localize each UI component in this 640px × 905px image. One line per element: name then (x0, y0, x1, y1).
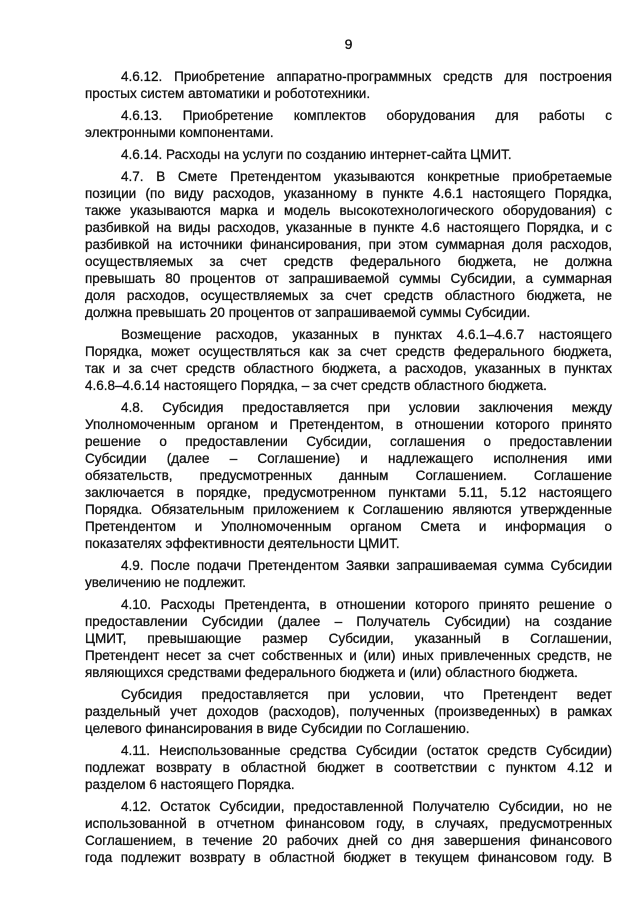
text-line: Субсидии (далее – Соглашение) и надлежащего исполнения ими (85, 451, 612, 466)
clause-4-10 (85, 596, 612, 681)
text-line: осуществляемых за счет средств федерального бюджета, не должна (85, 254, 612, 269)
text-line: Претендент несет за счет собственных и (или) иных привлеченных средств, не (85, 648, 612, 663)
text-line: Соглашением, в течение 20 рабочих дней со дня завершения финансового (85, 833, 612, 848)
text-line: также указываются марка и модель высокотехнологического оборудования) с (85, 203, 612, 218)
text-line: решение о предоставлении Субсидии, соглашения о предоставлении (85, 434, 612, 449)
text-line: превышать 80 процентов от запрашиваемой суммы Субсидии, а суммарная (85, 271, 612, 286)
text-line: 4.8. Субсидия предоставляется при условии заключения между (121, 400, 612, 415)
text-line: 4.9. После подачи Претендентом Заявки запрашиваемая сумма Субсидии (121, 558, 612, 573)
text-line: 4.7. В Смете Претендентом указываются конкретные приобретаемые (121, 169, 612, 184)
text-line: являющихся средствами федерального бюджета и (или) областного бюджета. (85, 665, 578, 680)
text-line: Порядка. Обязательным приложением к Соглашению являются утвержденные (85, 502, 612, 517)
text-line: Субсидия предоставляется при условии, что Претендент ведет (121, 687, 612, 702)
text-line: обязательств, предусмотренных данным Соглашением. Соглашение (85, 468, 612, 483)
clause-4-8 (85, 399, 612, 552)
text-line: ЦМИТ, превышающие размер Субсидии, указанный в Соглашении, (85, 631, 612, 646)
clause-4-6-12 (85, 68, 612, 102)
clause-4-11 (85, 742, 612, 793)
text-line: разделом 6 настоящего Порядка. (85, 777, 295, 792)
text-line: подлежат возврату в областной бюджет в соответствии с пунктом 4.12 и (85, 760, 612, 775)
clause-4-6-13 (85, 107, 612, 141)
text-line: раздельный учет доходов (расходов), полученных (произведенных) в рамках (85, 704, 612, 719)
clause-4-10-separate-accounting (85, 686, 612, 737)
text-line: 4.11. Неиспользованные средства Субсидии (остаток средств Субсидии) (121, 743, 612, 758)
clause-4-6-14 (85, 146, 612, 163)
text-line: целевого финансирования в виде Субсидии по Соглашению. (85, 721, 470, 736)
text-line: 4.6.14. Расходы на услуги по созданию интернет-сайта ЦМИТ. (121, 147, 512, 162)
document-body (85, 68, 612, 871)
text-line: Возмещение расходов, указанных в пунктах 4.6.1–4.6.7 настоящего (121, 327, 612, 342)
text-line: заключается в порядке, предусмотренном пунктами 5.11, 5.12 настоящего (85, 485, 612, 500)
text-line: 4.6.8–4.6.14 настоящего Порядка, – за счет средств областного бюджета. (85, 378, 547, 393)
text-line: 4.6.12. Приобретение аппаратно-программных средств для построения (121, 69, 612, 84)
text-line: так и за счет средств областного бюджета, а расходов, указанных в пунктах (85, 361, 612, 376)
text-line: доля расходов, осуществляемых за счет средств областного бюджета, не (85, 288, 612, 303)
text-line: Претендентом и Уполномоченным органом Смета и информация о (85, 519, 612, 534)
text-line: позиции (по виду расходов, указанному в пункте 4.6.1 настоящего Порядка, (85, 186, 612, 201)
text-line: показателях эффективности деятельности ЦМИТ. (85, 536, 400, 551)
text-line: 4.10. Расходы Претендента, в отношении которого принято решение о (121, 597, 612, 612)
text-line: года подлежит возврату в областной бюджет в текущем финансовом году. В (85, 850, 612, 865)
clause-4-12 (85, 798, 612, 866)
text-line: Порядка, может осуществляться как за счет средств федерального бюджета, (85, 344, 612, 359)
text-line: Уполномоченным органом и Претендентом, в отношении которого принято (85, 417, 612, 432)
text-line: простых систем автоматики и робототехники. (85, 86, 371, 101)
text-line: должна превышать 20 процентов от запрашиваемой суммы Субсидии. (85, 305, 531, 320)
text-line: 4.6.13. Приобретение комплектов оборудования для работы с (121, 108, 612, 123)
page-number: 9 (344, 36, 353, 52)
clause-4-7-reimbursement (85, 326, 612, 394)
text-line: 4.12. Остаток Субсидии, предоставленной Получателю Субсидии, но не (121, 799, 612, 814)
text-line: использованной в отчетном финансовом году, в случаях, предусмотренных (85, 816, 612, 831)
text-line: разбивкой на виды расходов, указанные в пункте 4.6 настоящего Порядка, и с (85, 220, 612, 235)
text-line: электронными компонентами. (85, 125, 274, 140)
clause-4-9 (85, 557, 612, 591)
text-line: увеличению не подлежит. (85, 575, 247, 590)
clause-4-7 (85, 168, 612, 321)
text-line: предоставлении Субсидии (далее – Получатель Субсидии) на создание (85, 614, 612, 629)
text-line: разбивкой на источники финансирования, при этом суммарная доля расходов, (85, 237, 612, 252)
